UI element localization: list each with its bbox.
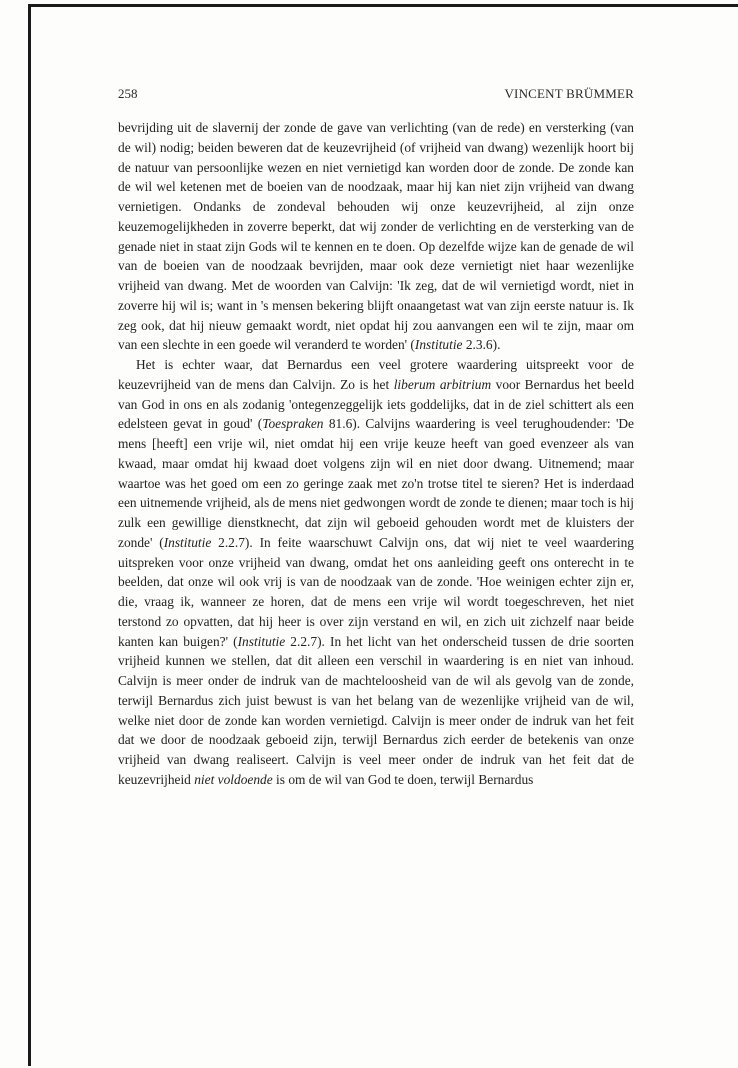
text-run: 2.2.7). In het licht van het onderscheid tussen de drie soorten vrijheid kunnen we stellen, dat dit alleen een verschil in waardering is en niet van inhoud. Calvijn is meer onder de indruk van de machteloosheid van de wil als gevolg van de zonde, terwijl Bernardus zich juist bewust is van het belang van de wezenlijke vrijheid van de wil, welke niet door de zonde kan worden vernietigd. Calvijn is meer onder de indruk van het feit dat we door de noodzaak geboeid zijn, terwijl Bernardus zich eerder de betekenis van onze vrijheid van dwang realiseert. Calvijn is veel meer onder de indruk van het feit dat de keuzevrijheid [118,633,634,787]
text-run: Het is echter waar, dat Bernardus een veel grotere waardering uitspreekt voor de keuzevrijheid van de mens dan Calvijn. Zo is het [118,357,634,392]
italic-run: Institutie [163,534,212,550]
paragraph-bernardus-calvijn [118,355,634,790]
text-run: is om de wil van God te doen, terwijl Bernardus [272,771,534,787]
running-header [118,86,634,104]
running-head-author: VINCENT BRÜMMER [504,86,634,101]
paragraph-continued [118,118,634,355]
italic-run: liberum arbitrium [393,376,492,392]
text-run: 2.3.6). [462,337,501,353]
scan-edge-left [28,4,31,1066]
italic-run: Toespraken [262,416,324,432]
body-text [118,118,634,790]
text-run: voor Bernardus het beeld van God in ons en als zodanig 'ontegenzeggelijk iets goddelijks, dat in de ziel schittert als een edelsteen gevat in goud' ( [118,376,635,432]
italic-run: Institutie [414,337,463,353]
text-run: 2.2.7). In feite waarschuwt Calvijn ons, dat wij niet te veel waardering uitspreken voor onze vrijheid van dwang, omdat het ons aanleiding geeft ons onterecht in te beelden, dat onze wil ook vrij is van de noodzaak van de zonde. 'Hoe weinigen echter zijn er, die, vraag ik, wanneer ze horen, dat de mens een vrije wil wordt toegeschreven, het niet terstond zo opvatten, dat hij heer is over zijn verstand en wil, en zich uit zichzelf naar beide kanten kan buigen?' ( [118,534,634,649]
scan-edge-top [28,4,738,7]
text-run: bevrijding uit de slavernij der zonde de gave van verlichting (van de rede) en versterking (van de wil) nodig; beiden beweren dat de keuzevrijheid (of vrijheid van dwang) wezenlijk hoort bij de natuur van persoonlijke wezen en niet vernietigd kan worden door de zonde. De zonde kan de wil wel ketenen met de boeien van de noodzaak, maar hij kan niet zijn vrijheid van dwang vernietigen. Ondanks de zondeval behouden wij onze keuzevrijheid, al zijn onze keuzemogelijkheden in zoverre beperkt, dat wij zonder de verlichting en de versterking van de genade niet in staat zijn Gods wil te kennen en te doen. Op dezelfde wijze kan de genade de wil van de boeien van de noodzaak bevrijden, maar ook deze vernietigt niet haar wezenlijke vrijheid van dwang. Met de woorden van Calvijn: 'Ik zeg, dat de wil vernietigd wordt, niet in zoverre hij wil is; want in 's mensen bekering blijft onaangetast wat van zijn eerste natuur is. Ik zeg ook, dat hij nieuw gemaakt wordt, niet opdat hij zou aanvangen een wil te zijn, maar om van een slechte in een goede wil veranderd te worden' ( [118,120,634,353]
italic-run: Institutie [237,633,286,649]
page-number: 258 [118,86,138,101]
italic-run: niet voldoende [194,771,273,787]
text-run: 81.6). Calvijns waardering is veel terughoudender: 'De mens [heeft] een vrije wil, niet omdat hij een vrije keuze heeft van goed evenzeer als van kwaad, maar omdat hij kwaad doet volgens zijn wil en niet door dwang. Uitnemend; maar waartoe was het goed om een zo geringe zaak met zo'n trotse titel te sieren? Het is inderdaad een uitnemende vrijheid, als de mens niet gedwongen wordt de zonde te dienen; maar toch is hij zulk een gewillige dienstknecht, dat zijn wil geboeid gehouden wordt met de kluisters der zonde' ( [118,416,634,550]
